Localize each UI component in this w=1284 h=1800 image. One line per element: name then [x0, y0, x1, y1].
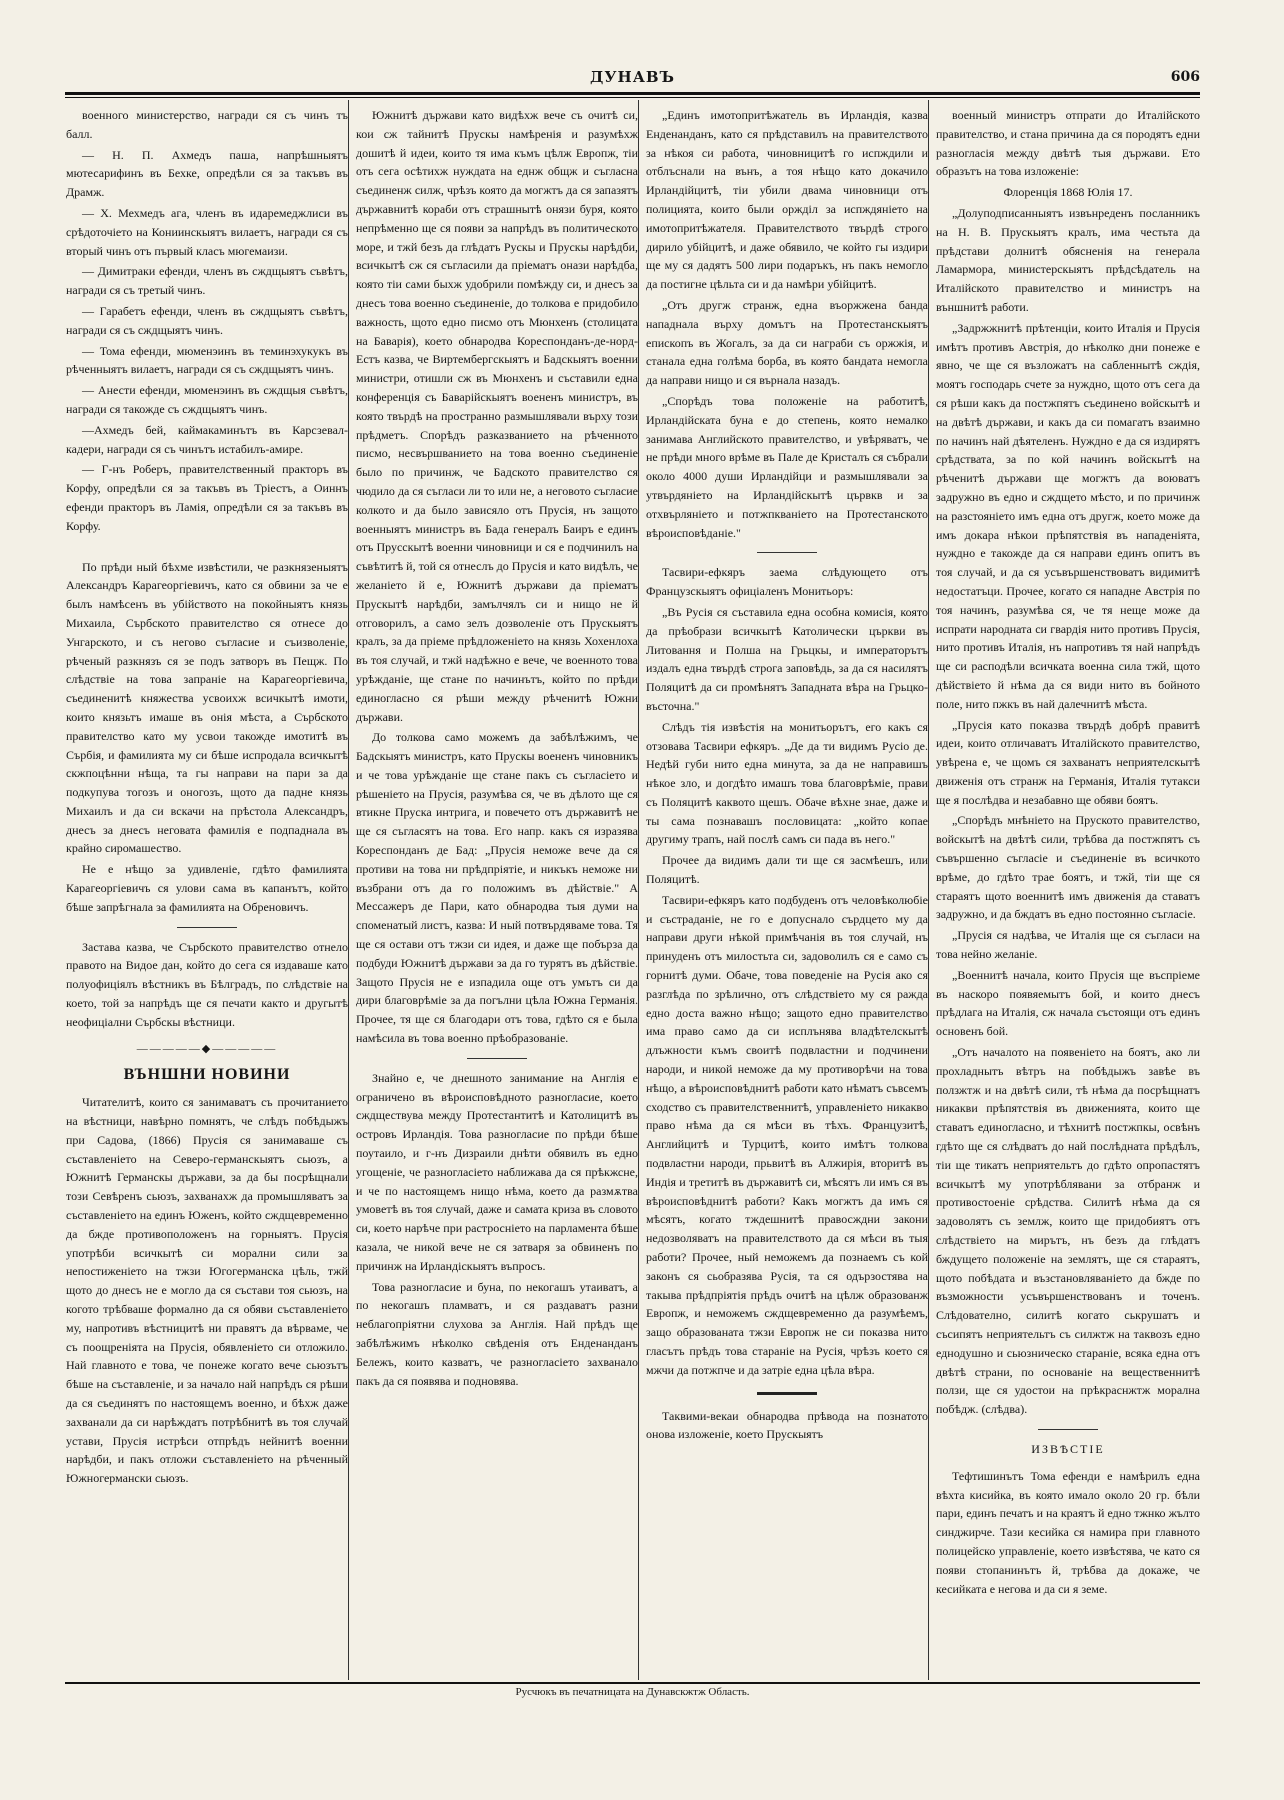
column-4 [936, 106, 1200, 1676]
article-paragraph: „Отъ другж странж, една въоржжена банда нападнала върху домътъ на Протестанскыятъ епископъ въ Жогалъ, за да си награби съ оржжія, и станала една голѣма борба, въ която бандата немогла да направи нищо и ся върнала назадъ. [646, 297, 928, 388]
article-paragraph: „Отъ началото на появеніето на боятъ, ако ли прохладнытъ вѣтръ на побѣдыжъ завѣе въ ползжтж и на двѣтѣ сили, тѣ нѣма да посрѣщнатъ никакви прѣпятствія въ движенията, които ще ставатъ единогласно, и тѣхнитѣ постжпкы, освѣнъ гдѣто ще ся слѣдватъ до най послѣдната прѣдѣлъ, тіи ще тикатъ неприятельтъ до гдѣто опропастятъ всичкытѣ му употрѣблявани за отбранж и противостоеніе срѣдства. Силитѣ нѣма да ся задоволятъ съ землж, които ще придобиятъ отъ слѣдствіето на мирътъ, нъ безъ да глѣдатъ бждущето положеніе на землятъ, ще ся стараятъ, щото побѣдата и възстановляваніето да бжде по възможности усъвършенствованъ и точенъ. Слѣдователно, силитѣ когато ськрушатъ и съсипятъ неприятельтъ съ силжтж на таквозъ едно еднодушно и сьюзническо стараніе, всяка една отъ двѣтѣ страни, по основаніе на вещественнитѣ ползи, ще ся удостои на прѣкраснжтж морална побѣдж. (слѣдва). [936, 1045, 1200, 1417]
article-paragraph: Слѣдъ тія извѣстія на монитьорътъ, его какъ ся отзовава Тасвири ефкяръ. „Де да ти видимъ Русіо де. Недѣй губи нито една минута, за да не направишъ нѣкое зло, и догдѣто имашъ това благоврѣміе, прави съ Поляцитѣ каквото щешъ. Обаче вѣхне знае, даже и ты сама познавашъ пословицата: „който копае другиму трапъ, най послѣ самъ си пада въ него." [646, 719, 928, 847]
header-rule [65, 92, 1200, 95]
article-separator [757, 1392, 817, 1395]
article-paragraph: —Ахмедъ бей, каймакаминътъ въ Карсзевал-кадери, награди ся съ чинътъ истабилъ-амире. [66, 422, 348, 456]
notice-title: ИЗВѢСТІЕ [1031, 1441, 1105, 1456]
article-paragraph: Знайно е, че днешното занимание на Англія е ограничено въ вѣроисповѣдното разногласие, което сждществува между Протестантитѣ и Католицитѣ въ островъ Ирландія. Това разногласие по прѣди бѣше поутаило, и г-нъ Дизраили днѣти обявилъ въ едно угощеніе, че разногласіето наближава да ся прѣкжсне, и че по настоящемъ нищо нѣма, което да размѫтва умоветѣ въ тоя случай, даже и самата криза въ словото си, което нарѣче при растросніето на парламента бѣше казала, че никой вече не ся затваря за обвиненъ по причинж на Ирландіскыятъ въпросъ. [356, 1070, 638, 1273]
article-paragraph: Тасвири-ефкяръ като подбуденъ отъ человѣколюбіе и състраданіе, не го е допуснало сърдцето му да направи други нѣкой примѣчанія въ тоя случай, нъ принуденъ отъ милостьта си, задоволилъ ся е само съ горнитѣ думи. Обаче, това поведеніе на Русія ако ся разглѣда по зрѣлично, отъ слѣдствіето му ся ражда едно доста важно нѣщо; защото едно правителство има право само да си исплънява владѣтелскытѣ длъжности къмъ своитѣ подвластни и подчинени народи, и никой неможе да му противорѣчи на това нѣщо, а вѣроисповѣднитѣ работи като нѣматъ съвсемъ сходство съ правителственнитѣ, управленіето никакво право нѣма да ся мѣси въ тѣхъ. Французитѣ, Английцитѣ и Турцитѣ, които имѣтъ толкова подвластни народи, прьвитѣ въ Алжирія, вторитѣ въ Индія и третитѣ въ държавитѣ си, мѣсятъ ли имъ ся въ вѣроисповѣднитѣ работи? Какъ могжтъ да имъ ся мѣсятъ, когато тждешнитѣ правосждни закони недозволяватъ на правителството да ся мѣси въ тыя работи? Прочее, ный неможемъ да познаемъ съ кой законъ ся сьобразява Русія, та ся одързостява на такыва прѣдпріятія прѣдъ очитѣ на цѣлж образованж Европж, и неможемъ сждщевременно да разумѣемъ, защо образованата тжзи Европж не си показва нито гласътъ прѣдъ това стараніе на Русія, чрѣзъ което ся мжчи да потжпче и да затріе една цѣла вѣра. [646, 892, 928, 1377]
article-paragraph: „Спорѣдъ това положеніе на работитѣ, Ирландійската буна е до степень, която немалко занимава Английското правителство, и увѣряватъ, че не прѣди много врѣме въ Пале де Кристалъ ся събрали около 4000 души Ирландійци и размышлявали за утвърдяніето на Ирландійскытѣ цървкв и за отхвърляніето и потжпкваніето на Протестанското вѣроисповѣданіе." [646, 393, 928, 540]
article-paragraph: Читателитѣ, които ся занимаватъ съ прочитанието на вѣстници, навѣрно помнятъ, че слѣдъ побѣдыжъ при Садова, (1866) Прусія ся занимаваше съ съставленіето на Северо-германскыятъ сьюзъ, а Южнитѣ Германскы държави, за да бы посрѣщнали този Севѣренъ сьюзъ, захванахж да промышляватъ за съставленіето на единъ Юженъ, който сждщевременно да бжде противоположенъ на горныятъ. Прусія употрѣби всичкытѣ си морални сили за непостиженіето на тжзи Югогерманска цѣль, тжй щото до днесъ не е могло да ся състави тоя сьюзъ, на когото трѣбваше формално да ся обяви съставленіето му, напротивъ вѣстницитѣ ни правятъ да вѣрваме, че съ поощреніята на Прусія, обявленіето си отложило. Най главното е това, че понеже когато вече сьюзътъ бѣше на съставленіе, и за начало най напрѣдъ ся рѣши да ся съединятъ по настоящемъ военно, и бѣхж даже захванали да си нарѣждатъ потрѣбнитѣ въ тоя случай устави, Прусія истрѣси отпрѣдъ нейнитѣ военни нарѣдби, и пакъ отложи съставленіето на рѣченный Южногермански сьюзъ. [66, 1095, 348, 1486]
header-rule-thin [65, 97, 1200, 98]
spacer [66, 536, 348, 558]
article-paragraph: — Гарабетъ ефенди, членъ въ сждщыятъ съвѣтъ, награди ся съ сждщыятъ чинъ. [66, 303, 348, 337]
article-paragraph: „Спорѣдъ мнѣніето на Прускотo правителство, войскытѣ на двѣтѣ сили, трѣбва да постжпятъ съ съвършенно съгласіе и съединеніе въ всичкото врѣме, до гдѣто трае боятъ, и тжй, тіи ще ся стараятъ щото военнитѣ имъ движенія да ставатъ задружно, и да бждатъ въ едно постоянно съгласіе. [936, 813, 1200, 922]
article-separator [757, 552, 817, 553]
article-paragraph: До толкова само можемъ да забѣлѣжимъ, че Бадскыятъ министръ, като Прускы воененъ чиновникъ и че това урѣжданіе ще стане пакъ съ съгласіето и рѣшеніето на Прусія, разумѣва ся, че въ дѣлото ще ся втикне Пруска интрига, и повечето отъ държавитѣ не ще ся съгласятъ на това. Его напр. какъ ся изразява Кореспонданъ де Бад: „Прусія неможе вече да ся противи на това ни прѣдпріятіе, и никъкъ неможе ни възбрани отъ да го положимъ въ дѣйствіе." А Мессажеръ де Пари, като обнародва тыя думи на споменатый листъ, казва: И ный потвърдяваме това. Тя ще ся остави отъ тжзи си идея, и даже ще побърза да подбуди Южнитѣ държави за да го турятъ въ дѣйствіе. Защото Прусія не е изпадила още отъ умътъ си да дири благоврѣміе за да погълни цѣла Южна Германія. Прочее, тя ще ся благодари отъ това, гдѣто ся е была намѣсила въ това военно прѣобразованіе. [356, 730, 638, 1046]
article-paragraph: военный министръ отпрати до Италійското правителство, и стана причина да ся породятъ едни разногласія между двѣтѣ тыя държави. Ето образътъ на това изложеніе: [936, 108, 1200, 179]
page-header [65, 64, 1200, 92]
article-paragraph: — Анести ефенди, мюменэинъ въ сждщыя съвѣтъ, награди ся такожде съ сждщыятъ чинъ. [66, 383, 348, 416]
article-paragraph: военного министерство, награди ся съ чинъ тъ балл. [66, 108, 348, 141]
column-2 [356, 106, 638, 1676]
column-3 [646, 106, 928, 1676]
article-paragraph: „Задржжнитѣ прѣтенціи, които Италія и Прусія имѣтъ противъ Австрія, до нѣколко дни понеже е явно, че ще ся възложатъ на сабленнытѣ сждія, моятъ господарь счете за нуждно, щото отъ сега да ся рѣши какъ да постжпятъ съединено войскытѣ и на двѣтѣ държави, и какъ да си помагатъ взаимно по начинъ най дѣятеленъ. Нуждно е да ся издирятъ срѣдствата, за по кой начинъ войскытѣ на рѣченитѣ държави ще могжтъ да воюватъ задружно въ едно и сждщето мѣсто, и по причинж на разстояніето имъ една отъ другж, което може да имъ докара нѣкои прѣпятствія въ нападеніята, нуждно е такожде да ся направи единъ опитъ въ тоя случай, и да ся усъвършенствоватъ видимитѣ недостатъци. Прочее, когато ся нападне Австрія по тоя начинъ, разумѣва ся, че тя неще може да испрати народната си гвардія нито противъ Прусія, нито противъ Италія, нъ напротивъ тя най напрѣдъ ще си расподѣли всичката военна сила тжй, щото дѣйствіето й нѣма да ся види нито въ бойното поле, нито пжкъ въ най далечнитѣ мѣста. [936, 320, 1200, 711]
article-paragraph: „Долуподписанныятъ извънреденъ посланникъ на Н. В. Прускыятъ кралъ, има честьта да прѣдстави долнитѣ обясненія на генерала Ламармора, министерскыятъ прѣдсѣдатель на Италійското правителство и министръ на външнитѣ работи. [936, 205, 1200, 314]
article-paragraph: „Въ Русія ся съставила една особна комисія, която да прѣобрази всичкытѣ Католически църкви въ Литовання и Полша на Грьцкы, и императорътъ издалъ една твърдѣ строга заповѣдь, за да ся насилятъ Поляцитѣ да си промѣнятъ Западната вѣра на Грьцко-въсточна." [646, 604, 928, 713]
article-paragraph: „Прусія ся надѣва, че Италія ще ся съгласи на това нейно желаніе. [936, 928, 1200, 962]
article-paragraph: Застава казва, че Сърбското правителство отнело правото на Видое дан, който до сега ся издаваше като полуофицiялъ вѣстникъ въ Бѣлградъ, по слѣдствіе на което, той за напрѣдъ ще ся печати както и другытѣ неофиціални Сърбскы вѣстници. [66, 939, 348, 1029]
column-divider [348, 100, 349, 1680]
ornamental-separator: —————◆————— [136, 1042, 278, 1055]
article-paragraph: По прѣди ный бѣхме извѣстили, че разкнязеныятъ Александръ Карагеоргіевичъ, като ся обвини за че е былъ намѣсенъ въ убійството на покойныятъ князь Михаила, Сърбското правителство ся отнесе до Унгарското, и съ негово съгласие и съизволеніе, рѣченый разкнязъ ся зе подъ затворъ въ Пещж. По слѣдствіе на това запраніе на Карагеоргіевича, съединенитѣ княжества усвоихж всичкытѣ имоти, които князьтъ имаше въ онія мѣста, а Сърбското правителство като му усвои такожде имотитѣ въ Сърбія, и фамилията му си бѣше испродала всичкытѣ скжпоцѣнни нѣща, та гы направи на пари за да подкупува тогозъ и оногозъ, щото да падне князь Михаилъ и да си вскачи на прѣстола Александръ, днесъ за днесъ неговата фамилія е подпаднала въ крайно сиромашество. [66, 559, 348, 856]
article-paragraph: „Прусія като показва твърдѣ добрѣ правитѣ идеи, които отличаватъ Италійското правителство, увѣрена е, че щомъ ся захванатъ неприятелскытѣ движенія отъ странж на Германія, Италія тутакси ще я послѣдва и незабавно ще обяви боятъ. [936, 717, 1200, 807]
column-divider [928, 100, 929, 1680]
article-paragraph: — Г-нъ Роберъ, правителственный практоръ въ Корфу, опредѣли ся за такъвъ въ Тріестъ, а Оиннъ ефенди практоръ въ Ламія, опредѣли ся за такъвъ въ Корфу. [66, 462, 348, 533]
article-paragraph: — Х. Мехмедъ ага, членъ въ идаремеджлиси въ срѣдоточіето на Кониинскыятъ вилаетъ, награди ся съ вторый чинъ отъ първый класъ мюгемаизи. [66, 205, 348, 258]
article-paragraph: — Н. П. Ахмедъ паша, напрѣшныятъ мютесарифинъ въ Бехке, опредѣли ся за такъвъ въ Драмж. [66, 147, 348, 200]
article-paragraph: Прочее да видимъ дали ти ще ся засмѣешъ, или Поляцитѣ. [646, 853, 928, 887]
article-separator [1038, 1429, 1098, 1430]
column-1 [66, 106, 348, 1676]
column-divider [638, 100, 639, 1680]
article-paragraph: — Тома ефенди, мюменэинъ въ теминэхукукъ въ рѣченныятъ вилаетъ, награди ся съ сждщыятъ чинъ. [66, 343, 348, 377]
footer-rule [65, 1682, 1200, 1684]
article-paragraph: Тасвири-ефкяръ заема слѣдующето отъ Французскыятъ офиціаленъ Монитьоръ: [646, 565, 928, 599]
article-paragraph: „Военнитѣ начала, които Прусія ще въспріеме въ наскоро появяемытъ бой, и които днесъ прѣдлага на Италія, сж начала състоящи отъ единъ основенъ бой. [936, 967, 1200, 1039]
article-paragraph: — Димитраки ефенди, членъ въ сждщыятъ съвѣтъ, награди ся съ третый чинъ. [66, 264, 348, 298]
newspaper-title: ДУНАВЪ [590, 68, 675, 86]
section-title-foreign-news: ВЪНШНИ НОВИНИ [123, 1066, 291, 1084]
article-paragraph: Таквими-векаи обнародва прѣвода на познатото онова изложеніе, което Прускыятъ [646, 1408, 928, 1442]
notice-paragraph: Тефтишинътъ Тома ефенди е намѣрилъ една вѣхта кисийка, въ която имало около 20 гр. бѣли пари, единъ печатъ и на краятъ й едно тжнко жълто синджирче. Тази кесийка ся намира при главното полицейско управленіе, което извѣстява, че като ся появи стопанинътъ й, трѣбва да докаже, че кесийката е негова и да си я земе. [936, 1468, 1200, 1596]
article-paragraph: „Единъ имотопритѣжатель въ Ирландія, казва Енденанданъ, като ся прѣдставилъ на правителството за нѣкоя си работа, чиновницитѣ го испждили и отблъснали на вънъ, а тоя нѣщо като докачило Ирландійцитѣ, тіи убили двама чиновници отъ полицията, които были оржділ за испждяніето на имотопритѣжателя. Правителството твърдѣ строго дирило убійцитѣ, и даже обявило, че който гы издири ще му ся дадятъ 500 лири подаръкъ, нъ пакъ немогло да постигне цѣльта си и да намѣри убійцитѣ. [646, 108, 928, 292]
article-separator [467, 1058, 527, 1059]
article-separator [177, 927, 237, 928]
article-paragraph: Не е нѣщо за удивленіе, гдѣто фамилията Карагеоргіевичъ ся улови сама въ капанътъ, който бѣше запрѣгнала за фамилията на Обреновичъ. [66, 862, 348, 914]
printer-imprint: Русчюкъ въ печатницата на Дунавскжтж Область. [515, 1686, 750, 1698]
article-paragraph: Южнитѣ държави като видѣхж вече съ очитѣ си, кои сж тайнитѣ Прускы намѣренія и разумѣхж дошитѣ й идеи, които тя има къмъ цѣлж Европж, тіи отъ сега осѣтихж нуждата на еднж общж и съгласна съединенж силж, чрѣзъ която да могжтъ да ся запазятъ държавнитѣ кораби отъ страшнытѣ онязи буря, която непрѣменно ще ся появи за напрѣдъ въ политическото море, и тжй безъ да глѣдатъ Рускы и Прускы нарѣдби, всичкытѣ сж ся съгласили да пріематъ онази нарѣдба, която тіи сами быхж удобрили помѣждy си, и днесъ за днесъ това военно съединеніе, до толкова е придобило важность, щото едно писмо отъ Мюнхенъ (столицата на Баварія), което обнародва Кореспонданъ-де-норд-Естъ казва, че Виртембергскыятъ и Бадскыятъ военни министри, отишли сж въ Мюнхенъ и съставили една конференція съ Баварійскыятъ воененъ министръ, въ която твърдѣ на пространно размышлявали върху този прѣдметъ. Спорѣдъ разказванието на рѣченното писмо, несвършванието на това военно съединеніе было по причинж, че Бадското правителство ся чюдило да ся съгласи ли то или не, а неговото съгласие колкото и да было зависяло отъ Прусія, нъ защото военныятъ министръ въ Бада генералъ Баиръ е единъ отъ Прусскытѣ военни чиновници и ся е подчинилъ на съвѣтитѣ й, той ся отнеслъ до Прусія и като видѣлъ, че желаніето й е, Южнитѣ държави да пріематъ Прускытѣ нарѣдби, замълчялъ си и нищо не й отговорилъ, а само зелъ дозволеніе отъ Прускыятъ кралъ, за да пріеме прѣдложеніето на князь Хохенлоха въ тоя случай, и тжй надѣжно е вече, че военното това урѣжданіе, ще стане по начинътъ, който по прѣди единогласно ся рѣши между рѣченитѣ Южни държави. [356, 108, 638, 724]
dateline: Флоренція 1868 Юлія 17. [1003, 185, 1133, 200]
article-paragraph: Това разногласие и буна, по некогашъ утаиватъ, а по некогашъ пламватъ, и ся раздаватъ разни неблагопріятни слухова за Англія. Най прѣдъ ще забѣлѣжимъ нѣколко свѣденія отъ Енденанданъ Бележъ, които казватъ, че разногласіето захванало пакъ да ся появява и подновява. [356, 1279, 638, 1388]
page-number: 606 [1170, 69, 1200, 85]
